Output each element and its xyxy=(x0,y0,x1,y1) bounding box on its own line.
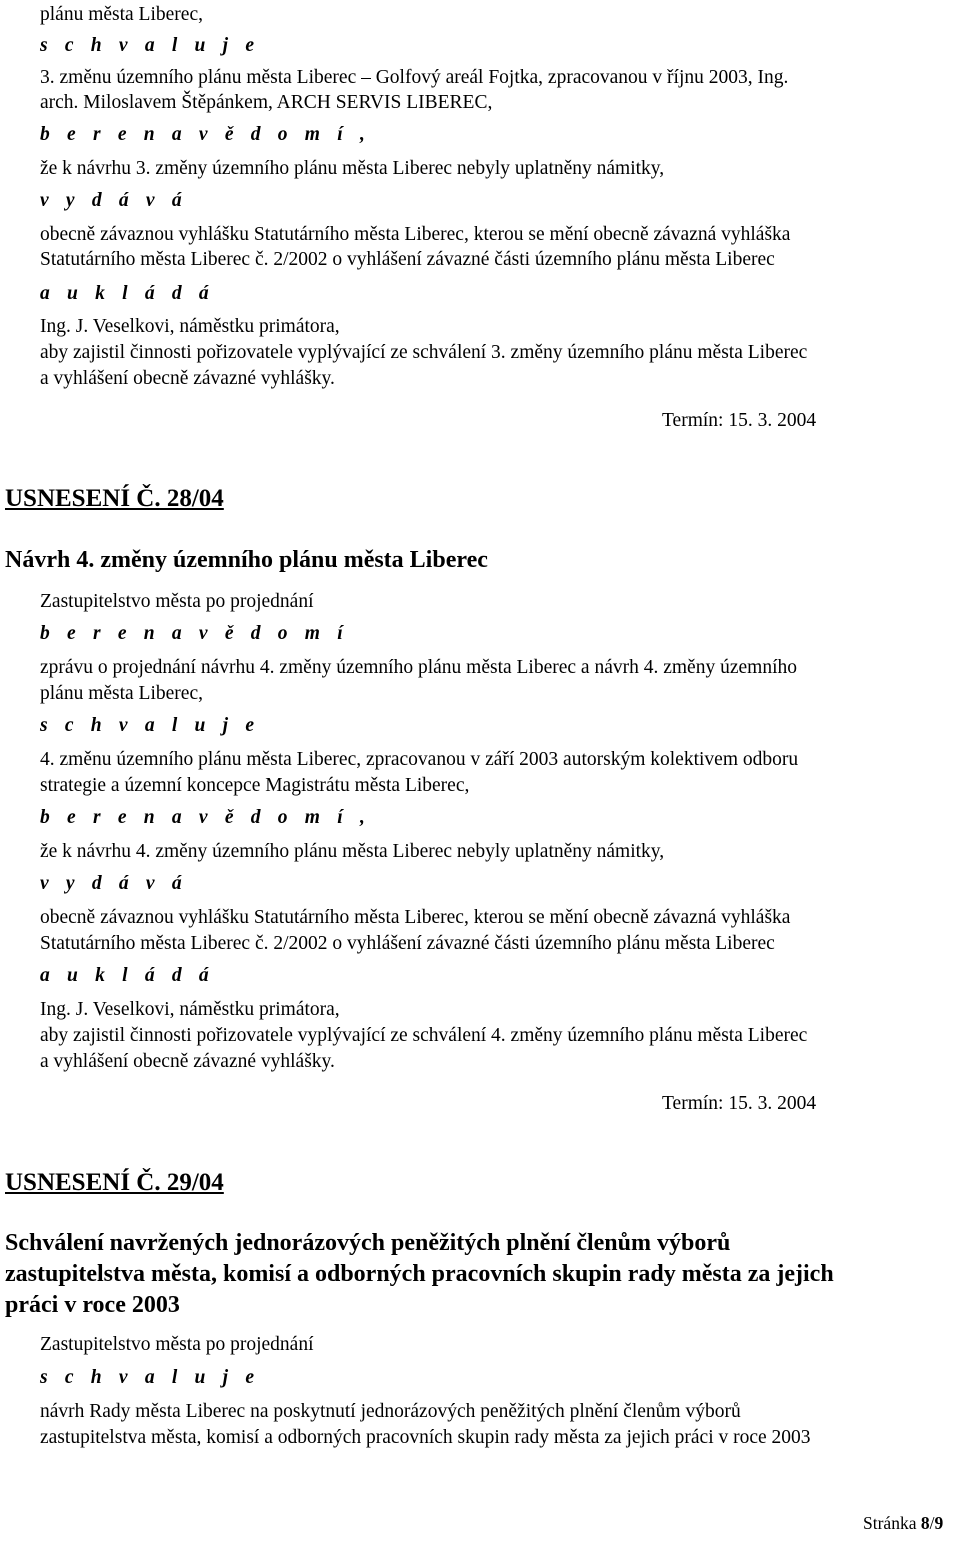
footer-separator: / xyxy=(929,1513,935,1533)
text-line: plánu města Liberec, xyxy=(40,4,203,25)
text-line: že k návrhu 4. změny územního plánu města Liberec nebyly uplatněny námitky, xyxy=(40,841,665,862)
text-line: Statutárního města Liberec č. 2/2002 o vyhlášení závazné části územního plánu města Liberec xyxy=(40,249,775,270)
text-line: strategie a územní koncepce Magistrátu města Liberec, xyxy=(40,775,470,796)
resolution-title: Návrh 4. změny územního plánu města Liberec xyxy=(5,547,488,573)
resolution-verb: b e r e n a v ě d o m í , xyxy=(40,807,372,828)
resolution-verb: v y d á v á xyxy=(40,190,188,211)
text-line: a vyhlášení obecně závazné vyhlášky. xyxy=(40,368,335,389)
text-line: Ing. J. Veselkovi, náměstku primátora, xyxy=(40,999,340,1020)
footer-page-total: 9 xyxy=(934,1513,944,1533)
text-line: Ing. J. Veselkovi, náměstku primátora, xyxy=(40,316,340,337)
text-line: obecně závaznou vyhlášku Statutárního města Liberec, kterou se mění obecně závazná vyhláška xyxy=(40,224,791,245)
text-line: návrh Rady města Liberec na poskytnutí jednorázových peněžitých plnění členům výborů xyxy=(40,1401,741,1422)
page-footer xyxy=(863,1511,943,1535)
resolution-verb: b e r e n a v ě d o m í xyxy=(40,623,349,644)
resolution-heading: USNESENÍ Č. 28/04 xyxy=(5,485,224,512)
resolution-title: zastupitelstva města, komisí a odborných pracovních skupin rady města za jejich xyxy=(5,1261,834,1287)
deadline: Termín: 15. 3. 2004 xyxy=(662,410,817,431)
text-line: 4. změnu územního plánu města Liberec, zpracovanou v září 2003 autorským kolektivem odboru xyxy=(40,749,799,770)
text-line: že k návrhu 3. změny územního plánu města Liberec nebyly uplatněny námitky, xyxy=(40,158,665,179)
resolution-heading: USNESENÍ Č. 29/04 xyxy=(5,1169,224,1196)
text-line: arch. Miloslavem Štěpánkem, ARCH SERVIS LIBEREC, xyxy=(40,92,493,113)
resolution-title: práci v roce 2003 xyxy=(5,1292,180,1318)
text-line: a vyhlášení obecně závazné vyhlášky. xyxy=(40,1051,335,1072)
text-line: Statutárního města Liberec č. 2/2002 o vyhlášení závazné části územního plánu města Liberec xyxy=(40,933,775,954)
resolution-verb: a u k l á d á xyxy=(40,965,215,986)
resolution-verb: s c h v a l u j e xyxy=(40,35,261,56)
resolution-title: Schválení navržených jednorázových peněžitých plnění členům výborů xyxy=(5,1230,731,1256)
resolution-verb: b e r e n a v ě d o m í , xyxy=(40,124,372,145)
resolution-verb: s c h v a l u j e xyxy=(40,715,261,736)
footer-page-number: 8 xyxy=(920,1513,930,1533)
resolution-verb: a u k l á d á xyxy=(40,283,215,304)
text-line: aby zajistil činnosti pořizovatele vyplývající ze schválení 3. změny územního plánu města Liberec xyxy=(40,342,808,363)
resolution-verb: v y d á v á xyxy=(40,873,188,894)
text-line: obecně závaznou vyhlášku Statutárního města Liberec, kterou se mění obecně závazná vyhláška xyxy=(40,907,791,928)
deadline: Termín: 15. 3. 2004 xyxy=(662,1093,817,1114)
text-line: Zastupitelstvo města po projednání xyxy=(40,591,314,612)
text-line: zastupitelstva města, komisí a odborných pracovních skupin rady města za jejich práci v roce 2003 xyxy=(40,1427,811,1448)
resolution-verb: s c h v a l u j e xyxy=(40,1367,261,1388)
text-line: aby zajistil činnosti pořizovatele vyplývající ze schválení 4. změny územního plánu města Liberec xyxy=(40,1025,808,1046)
footer-label: Stránka xyxy=(863,1513,917,1533)
text-line: zprávu o projednání návrhu 4. změny územního plánu města Liberec a návrh 4. změny územního xyxy=(40,657,797,678)
text-line: plánu města Liberec, xyxy=(40,683,203,704)
text-line: Zastupitelstvo města po projednání xyxy=(40,1334,314,1355)
text-line: 3. změnu územního plánu města Liberec – Golfový areál Fojtka, zpracovanou v říjnu 2003, Ing. xyxy=(40,67,789,88)
